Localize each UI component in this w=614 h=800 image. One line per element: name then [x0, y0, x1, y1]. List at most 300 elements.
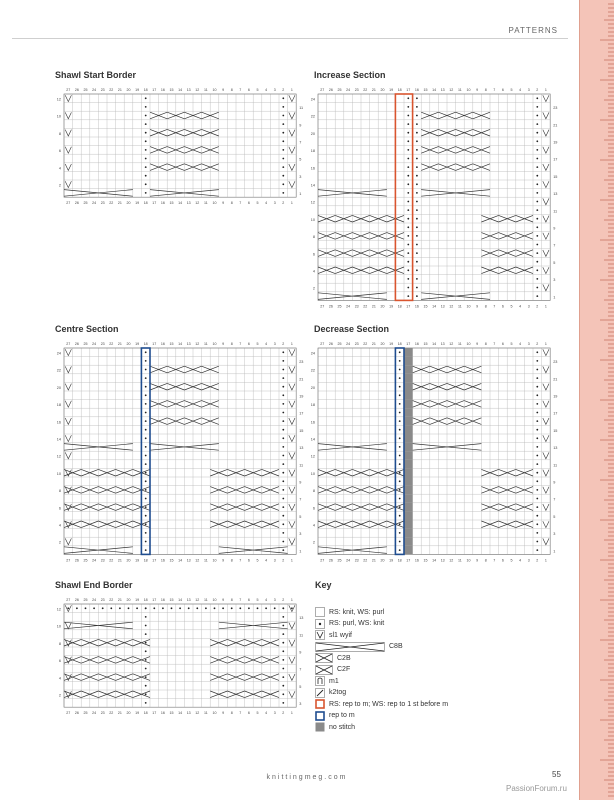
row-number: 7 [553, 243, 556, 248]
col-number: 10 [212, 711, 217, 716]
col-number: 11 [458, 88, 462, 92]
row-number: 18 [310, 403, 315, 408]
col-number: 15 [423, 342, 428, 346]
col-number: 20 [126, 342, 131, 346]
col-number: 10 [212, 342, 217, 346]
col-number: 9 [476, 558, 479, 563]
key-item [315, 652, 351, 664]
col-number: 21 [117, 88, 122, 92]
dot-square-icon [315, 619, 325, 629]
row-number: 6 [312, 506, 315, 511]
row-number: 14 [310, 437, 315, 442]
row-number: 17 [299, 411, 304, 416]
row-number: 2 [312, 540, 315, 545]
row-number: 1 [299, 192, 302, 197]
col-number: 18 [143, 711, 148, 716]
row-number: 1 [553, 295, 556, 300]
key-title: Key [315, 580, 332, 590]
col-number: 13 [186, 558, 191, 563]
row-number: 12 [310, 454, 315, 459]
col-number: 12 [449, 304, 454, 309]
col-number: 24 [346, 558, 351, 563]
col-number: 21 [117, 201, 122, 206]
col-number: 8 [230, 558, 233, 563]
row-number: 3 [553, 532, 556, 537]
col-number: 15 [169, 201, 174, 206]
col-number: 11 [204, 558, 208, 563]
col-number: 15 [423, 304, 428, 309]
col-number: 8 [230, 598, 233, 602]
col-number: 18 [397, 558, 402, 563]
row-number: 3 [553, 278, 556, 283]
key-item [315, 721, 355, 733]
col-number: 27 [66, 598, 71, 602]
row-number: 10 [310, 217, 315, 222]
col-number: 23 [100, 711, 105, 716]
row-number: 4 [58, 676, 61, 681]
row-number: 15 [299, 428, 304, 433]
col-number: 14 [178, 711, 183, 716]
col-number: 1 [544, 558, 547, 563]
col-number: 22 [109, 201, 114, 206]
row-number: 23 [553, 106, 558, 111]
col-number: 5 [256, 711, 259, 716]
col-number: 7 [239, 201, 242, 206]
col-number: 24 [346, 304, 351, 309]
col-number: 16 [160, 598, 165, 602]
col-number: 7 [493, 88, 496, 92]
row-number: 12 [56, 454, 61, 459]
col-number: 5 [256, 558, 259, 563]
col-number: 22 [109, 342, 114, 346]
row-number: 6 [58, 149, 61, 154]
col-number: 27 [66, 201, 71, 206]
col-number: 8 [230, 711, 233, 716]
col-number: 6 [247, 342, 250, 346]
col-number: 13 [186, 201, 191, 206]
col-number: 17 [406, 304, 411, 309]
col-number: 15 [169, 598, 174, 602]
col-number: 12 [195, 342, 200, 346]
col-number: 8 [230, 342, 233, 346]
col-number: 21 [371, 558, 376, 563]
col-number: 4 [265, 88, 268, 92]
col-number: 13 [440, 342, 445, 346]
col-number: 1 [290, 598, 293, 602]
col-number: 9 [222, 598, 225, 602]
col-number: 15 [423, 558, 428, 563]
col-number: 12 [195, 711, 200, 716]
shawl-end-title: Shawl End Border [55, 580, 133, 590]
col-number: 23 [354, 304, 359, 309]
col-number: 27 [320, 342, 325, 346]
col-number: 27 [320, 304, 325, 309]
row-number: 1 [299, 549, 302, 554]
row-number: 11 [299, 633, 304, 638]
col-number: 20 [126, 711, 131, 716]
col-number: 10 [466, 304, 471, 309]
row-number: 12 [310, 200, 315, 205]
col-number: 16 [160, 88, 165, 92]
col-number: 19 [135, 558, 140, 563]
page-number: 55 [552, 770, 561, 779]
col-number: 10 [212, 558, 217, 563]
col-number: 18 [143, 598, 148, 602]
col-number: 3 [527, 558, 530, 563]
header-rule [12, 38, 568, 39]
row-number: 20 [310, 385, 315, 390]
col-number: 3 [273, 88, 276, 92]
row-number: 5 [299, 514, 302, 519]
col-number: 19 [135, 598, 140, 602]
col-number: 20 [126, 201, 131, 206]
key-item [315, 641, 403, 653]
col-number: 9 [222, 711, 225, 716]
key-label: RS: purl, WS: knit [329, 620, 385, 627]
row-number: 13 [553, 192, 558, 197]
col-number: 10 [212, 88, 217, 92]
col-number: 16 [160, 711, 165, 716]
col-number: 18 [143, 88, 148, 92]
col-number: 4 [519, 342, 522, 346]
row-number: 2 [58, 540, 61, 545]
row-number: 9 [299, 650, 302, 655]
col-number: 14 [432, 558, 437, 563]
row-number: 13 [299, 446, 304, 451]
col-number: 26 [74, 598, 79, 602]
row-number: 2 [312, 286, 315, 291]
col-number: 9 [476, 304, 479, 309]
col-number: 12 [449, 342, 454, 346]
row-number: 9 [299, 480, 302, 485]
row-number: 5 [299, 684, 302, 689]
col-number: 17 [152, 598, 157, 602]
col-number: 21 [117, 342, 122, 346]
key-label: k2tog [329, 689, 347, 696]
increase-title: Increase Section [314, 70, 386, 80]
row-number: 23 [299, 360, 304, 365]
col-number: 8 [484, 342, 487, 346]
col-number: 7 [239, 88, 242, 92]
col-number: 20 [380, 558, 385, 563]
row-number: 8 [58, 131, 61, 136]
col-number: 20 [380, 304, 385, 309]
row-number: 10 [56, 471, 61, 476]
col-number: 26 [74, 558, 79, 563]
grey-fill-icon [315, 722, 325, 732]
row-number: 8 [58, 641, 61, 646]
key-item [315, 664, 350, 676]
col-number: 9 [222, 88, 225, 92]
row-number: 3 [299, 532, 302, 537]
col-number: 6 [247, 558, 250, 563]
row-number: 5 [553, 260, 556, 265]
col-number: 23 [100, 558, 105, 563]
col-number: 25 [337, 304, 342, 309]
col-number: 8 [230, 201, 233, 206]
col-number: 10 [466, 88, 471, 92]
c8b-cable-icon [315, 642, 385, 652]
key-item [315, 629, 352, 641]
row-number: 8 [312, 235, 315, 240]
col-number: 14 [178, 558, 183, 563]
key-label: m1 [329, 677, 339, 685]
col-number: 24 [92, 342, 97, 346]
col-number: 6 [501, 558, 504, 563]
col-number: 3 [273, 558, 276, 563]
col-number: 11 [458, 304, 462, 309]
col-number: 20 [126, 598, 131, 602]
col-number: 18 [397, 304, 402, 309]
col-number: 6 [247, 598, 250, 602]
chart-increase-svg [306, 84, 564, 312]
col-number: 4 [265, 598, 268, 602]
col-number: 7 [493, 558, 496, 563]
col-number: 24 [346, 342, 351, 346]
col-number: 12 [195, 598, 200, 602]
col-number: 21 [371, 342, 376, 346]
col-number: 10 [466, 558, 471, 563]
col-number: 21 [371, 88, 376, 92]
row-number: 15 [553, 428, 558, 433]
col-number: 18 [143, 201, 148, 206]
col-number: 6 [501, 304, 504, 309]
col-number: 7 [493, 304, 496, 309]
chart-centre-svg [52, 338, 310, 566]
col-number: 11 [204, 711, 208, 716]
chart-shawl-start-svg [52, 84, 310, 209]
col-number: 7 [493, 342, 496, 346]
row-number: 3 [299, 174, 302, 179]
blue-outline-icon [315, 711, 325, 721]
row-number: 4 [312, 523, 315, 528]
col-number: 27 [66, 88, 71, 92]
col-number: 14 [178, 342, 183, 346]
col-number: 12 [449, 558, 454, 563]
col-number: 3 [527, 88, 530, 92]
col-number: 16 [414, 88, 419, 92]
m1-icon [315, 676, 325, 686]
row-number: 22 [310, 114, 315, 119]
col-number: 5 [510, 304, 513, 309]
col-number: 3 [273, 342, 276, 346]
col-number: 2 [536, 342, 539, 346]
row-number: 16 [56, 420, 61, 425]
key-label: C2F [337, 666, 351, 673]
col-number: 2 [282, 598, 285, 602]
col-number: 25 [337, 342, 342, 346]
key-item [315, 687, 346, 699]
col-number: 25 [83, 201, 88, 206]
col-number: 1 [290, 558, 293, 563]
col-number: 15 [423, 88, 428, 92]
key-label: RS: knit, WS: purl [329, 608, 385, 616]
col-number: 27 [66, 342, 71, 346]
row-number: 22 [56, 368, 61, 373]
col-number: 20 [380, 88, 385, 92]
col-number: 14 [178, 201, 183, 206]
row-number: 5 [299, 157, 302, 162]
col-number: 15 [169, 342, 174, 346]
col-number: 13 [440, 304, 445, 309]
row-number: 6 [58, 506, 61, 511]
row-number: 11 [553, 463, 558, 468]
col-number: 1 [290, 711, 293, 716]
col-number: 11 [204, 598, 208, 602]
col-number: 22 [363, 342, 368, 346]
row-number: 10 [56, 114, 61, 119]
col-number: 16 [414, 342, 419, 346]
col-number: 4 [265, 342, 268, 346]
col-number: 16 [160, 342, 165, 346]
col-number: 14 [432, 88, 437, 92]
col-number: 17 [152, 342, 157, 346]
row-number: 17 [553, 411, 558, 416]
row-number: 8 [312, 489, 315, 494]
col-number: 19 [389, 304, 394, 309]
col-number: 22 [109, 711, 114, 716]
col-number: 16 [160, 558, 165, 563]
col-number: 17 [406, 88, 411, 92]
col-number: 10 [212, 598, 217, 602]
col-number: 9 [222, 558, 225, 563]
col-number: 12 [195, 558, 200, 563]
chart-grid [64, 604, 296, 707]
col-number: 5 [256, 201, 259, 206]
col-number: 27 [66, 558, 71, 563]
col-number: 2 [536, 558, 539, 563]
col-number: 21 [117, 558, 122, 563]
row-number: 24 [56, 351, 61, 356]
col-number: 19 [389, 342, 394, 346]
col-number: 17 [406, 342, 411, 346]
col-number: 18 [397, 342, 402, 346]
row-number: 15 [553, 174, 558, 179]
col-number: 2 [536, 304, 539, 309]
col-number: 5 [510, 88, 513, 92]
row-number: 6 [312, 252, 315, 257]
side-ruler [579, 0, 614, 800]
col-number: 12 [449, 88, 454, 92]
col-number: 18 [397, 88, 402, 92]
col-number: 13 [440, 88, 445, 92]
row-number: 4 [312, 269, 315, 274]
shawl-start-title: Shawl Start Border [55, 70, 137, 80]
col-number: 2 [282, 342, 285, 346]
col-number: 13 [440, 558, 445, 563]
col-number: 11 [458, 342, 462, 346]
row-number: 9 [299, 123, 302, 128]
col-number: 17 [406, 558, 411, 563]
centre-title: Centre Section [55, 324, 119, 334]
col-number: 25 [83, 342, 88, 346]
col-number: 9 [476, 342, 479, 346]
col-number: 6 [247, 711, 250, 716]
increase-chart [306, 84, 564, 312]
v-square-icon [315, 630, 325, 640]
col-number: 26 [328, 304, 333, 309]
chart-grid [64, 348, 296, 554]
col-number: 10 [212, 201, 217, 206]
decrease-title: Decrease Section [314, 324, 390, 334]
centre-chart [52, 338, 310, 566]
col-number: 4 [265, 711, 268, 716]
col-number: 2 [282, 558, 285, 563]
col-number: 18 [143, 342, 148, 346]
section-label: PATTERNS [508, 26, 558, 35]
col-number: 12 [195, 88, 200, 92]
chart-grid [318, 94, 550, 300]
row-number: 11 [299, 106, 304, 111]
col-number: 5 [256, 88, 259, 92]
row-number: 12 [56, 607, 61, 612]
row-number: 6 [58, 659, 61, 664]
row-number: 10 [56, 624, 61, 629]
col-number: 25 [337, 88, 342, 92]
c2f-cable-icon [315, 665, 333, 675]
shawl-end-chart [52, 594, 310, 719]
col-number: 25 [83, 711, 88, 716]
col-number: 21 [117, 711, 122, 716]
col-number: 26 [74, 201, 79, 206]
col-number: 26 [74, 88, 79, 92]
chart-grid [64, 94, 296, 197]
col-number: 23 [100, 88, 105, 92]
key-item [315, 606, 384, 618]
row-number: 24 [310, 97, 315, 102]
col-number: 11 [204, 88, 208, 92]
decrease-chart [306, 338, 564, 566]
col-number: 6 [501, 88, 504, 92]
col-number: 19 [389, 88, 394, 92]
col-number: 6 [247, 88, 250, 92]
row-number: 2 [58, 693, 61, 698]
col-number: 2 [282, 201, 285, 206]
row-number: 10 [310, 471, 315, 476]
col-number: 24 [92, 201, 97, 206]
watermark: PassionForum.ru [506, 784, 567, 793]
col-number: 26 [328, 342, 333, 346]
col-number: 19 [135, 88, 140, 92]
col-number: 11 [204, 342, 208, 346]
col-number: 17 [152, 201, 157, 206]
key-item [315, 710, 355, 722]
col-number: 10 [466, 342, 471, 346]
col-number: 7 [239, 598, 242, 602]
row-number: 3 [299, 702, 302, 707]
row-number: 22 [310, 368, 315, 373]
row-number: 23 [553, 360, 558, 365]
col-number: 20 [380, 342, 385, 346]
row-number: 13 [553, 446, 558, 451]
col-number: 27 [320, 88, 325, 92]
col-number: 23 [100, 598, 105, 602]
orange-outline-icon [315, 699, 325, 709]
key-item [315, 698, 448, 710]
row-number: 4 [58, 166, 61, 171]
key-label: no stitch [329, 723, 356, 731]
footer-url[interactable]: knittingmeg.com [266, 774, 348, 781]
col-number: 19 [135, 711, 140, 716]
col-number: 4 [519, 88, 522, 92]
col-number: 5 [510, 558, 513, 563]
row-number: 7 [553, 497, 556, 502]
col-number: 26 [74, 342, 79, 346]
row-number: 18 [310, 149, 315, 154]
col-number: 13 [186, 711, 191, 716]
row-number: 19 [299, 394, 304, 399]
col-number: 13 [186, 598, 191, 602]
